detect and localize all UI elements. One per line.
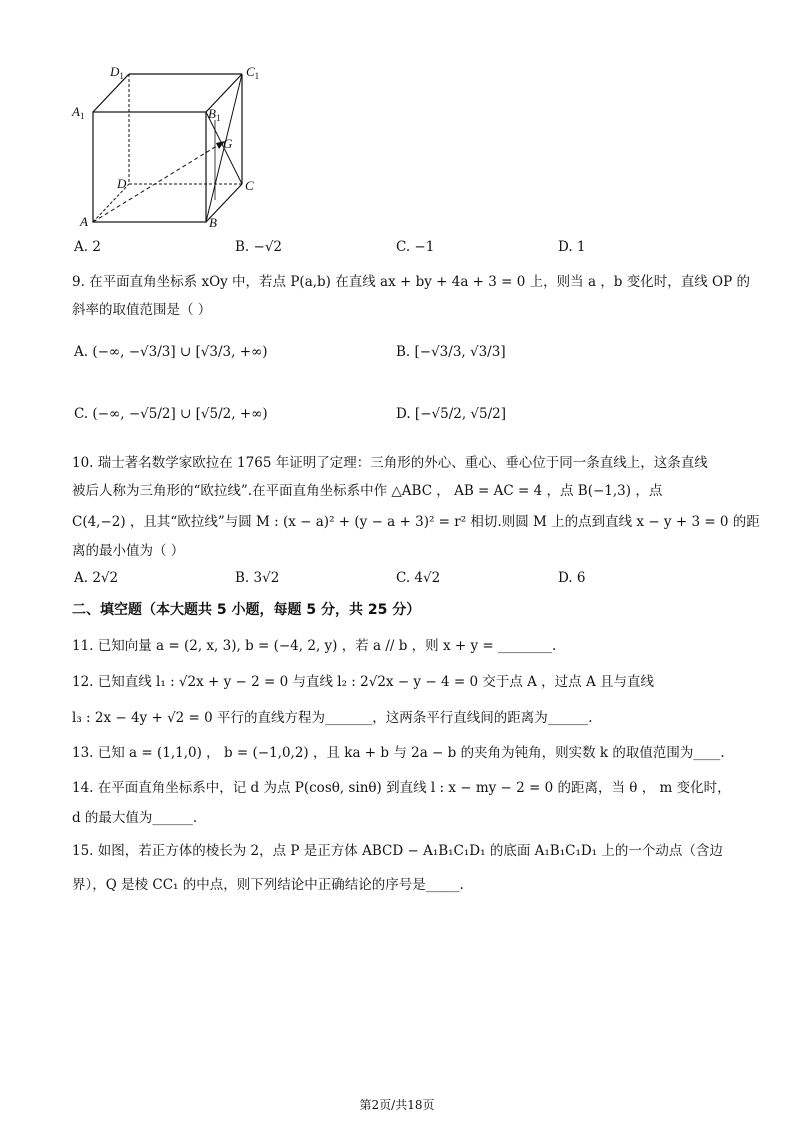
- label-c1: $C_1$: [246, 64, 260, 81]
- q10-line-2: 被后人称为三角形的“欧拉线”.在平面直角坐标系中作 △ABC ， AB = AC = 4 ，点 B(−1,3) ，点: [72, 483, 663, 499]
- label-b: B: [209, 215, 217, 230]
- label-c: C: [245, 178, 254, 193]
- q9-line-1: 9. 在平面直角坐标系 xOy 中，若点 P(a,b) 在直线 ax + by + 4a + 3 = 0 上，则当 a ，b 变化时，直线 OP 的: [72, 274, 750, 290]
- q10-option-b: B. 3√2: [235, 570, 280, 586]
- q8-option-b: B. −√2: [235, 239, 283, 255]
- label-d1: $D_1$: [110, 64, 124, 81]
- q15-line-1: 15. 如图，若正方体的棱长为 2，点 P 是正方体 ABCD − A₁B₁C₁D₁ 的底面 A₁B₁C₁D₁ 上的一个动点（含边: [72, 843, 723, 859]
- q8-option-a: A. 2: [74, 239, 101, 255]
- q10-option-a: A. 2√2: [74, 570, 119, 586]
- cube-figure: [70, 60, 270, 232]
- q10-option-c: C. 4√2: [396, 570, 441, 586]
- vector-ag: [93, 144, 220, 222]
- label-d: D: [117, 176, 127, 191]
- label-a1: $A_1$: [72, 104, 85, 121]
- front-face: [93, 112, 206, 222]
- q8-option-d: D. 1: [558, 239, 586, 255]
- q8-option-c: C. −1: [396, 239, 435, 255]
- label-b1: $B_1$: [208, 106, 221, 123]
- q10-option-d: D. 6: [558, 570, 586, 586]
- q10-line-1: 10. 瑞士著名数学家欧拉在 1765 年证明了定理：三角形的外心、重心、垂心位于同一条直线上，这条直线: [72, 455, 708, 471]
- q9-option-b: B. [−√3/3, √3/3]: [396, 344, 506, 360]
- q12-line-1: 12. 已知直线 l₁ : √2x + y − 2 = 0 与直线 l₂ : 2√2x − y − 4 = 0 交于点 A ，过点 A 且与直线: [72, 674, 654, 690]
- q9-line-2: 斜率的取值范围是（ ）: [72, 302, 212, 318]
- q10-line-3: C(4,−2) ，且其“欧拉线”与圆 M : (x − a)² + (y − a + 3)² = r² 相切.则圆 M 上的点到直线 x − y + 3 = 0 的距: [72, 514, 760, 530]
- page-footer: 第2页/共18页: [359, 1098, 435, 1112]
- q14-line-2: d 的最大值为______.: [72, 810, 198, 826]
- label-a: A: [80, 214, 88, 229]
- q11: 11. 已知向量 a = (2, x, 3), b = (−4, 2, y) ，若 a // b ，则 x + y = ________.: [72, 638, 557, 654]
- q10-line-4: 离的最小值为（ ）: [72, 543, 185, 559]
- q13: 13. 已知 a = (1,1,0) ， b = (−1,0,2) ，且 ka + b 与 2a − b 的夹角为钝角，则实数 k 的取值范围为____.: [72, 745, 725, 761]
- section-2-heading: 二、填空题（本大题共 5 小题，每题 5 分，共 25 分）: [72, 602, 421, 618]
- q9-option-a: A. (−∞, −√3/3] ∪ [√3/3, +∞): [74, 344, 268, 360]
- label-g: G: [223, 136, 233, 151]
- q15-line-2: 界），Q 是棱 CC₁ 的中点，则下列结论中正确结论的序号是_____.: [72, 877, 464, 893]
- q14-line-1: 14. 在平面直角坐标系中，记 d 为点 P(cosθ, sinθ) 到直线 l : x − my − 2 = 0 的距离，当 θ ， m 变化时，: [72, 780, 731, 796]
- q9-option-c: C. (−∞, −√5/2] ∪ [√5/2, +∞): [74, 406, 268, 422]
- q9-option-d: D. [−√5/2, √5/2]: [396, 406, 507, 422]
- q12-line-2: l₃ : 2x − 4y + √2 = 0 平行的直线方程为_______，这两条平行直线间的距离为______.: [72, 710, 593, 726]
